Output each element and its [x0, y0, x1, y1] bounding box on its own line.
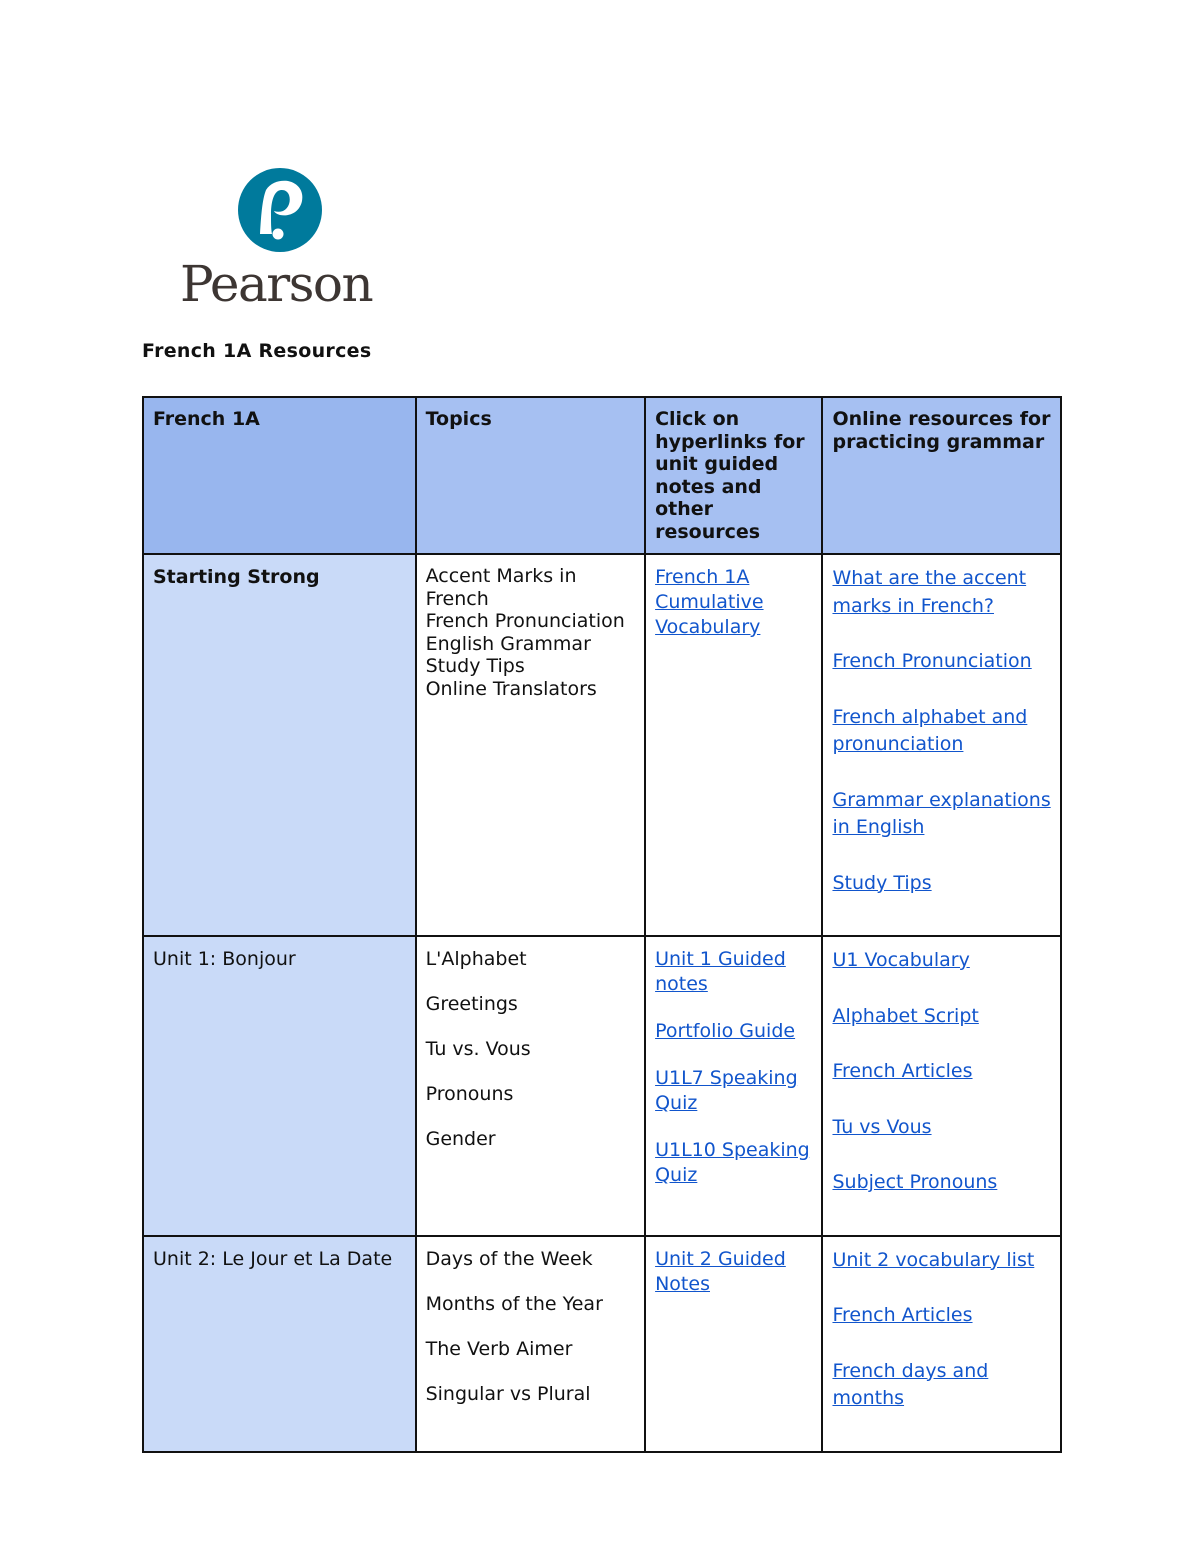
- unit2-guided-notes-link[interactable]: Unit 2 Guided Notes: [655, 1247, 786, 1295]
- pearson-logo: [180, 168, 380, 313]
- topic-item: L'Alphabet: [425, 948, 527, 970]
- table-row: [143, 1236, 1061, 1452]
- topic-item: Study Tips: [425, 655, 525, 677]
- u1l7-speaking-quiz-link[interactable]: U1L7 Speaking Quiz: [655, 1067, 798, 1114]
- days-and-months-link[interactable]: French days and months: [832, 1359, 989, 1409]
- header-topics: Topics: [416, 397, 646, 554]
- header-online-resources: Online resources for practicing grammar: [822, 397, 1061, 554]
- topic-item: Online Translators: [425, 677, 597, 700]
- topics-cell: [416, 554, 646, 936]
- pearson-wordmark: Pearson: [180, 255, 373, 313]
- topic-item: Gender: [425, 1128, 496, 1150]
- french-articles-link[interactable]: French Articles: [832, 1304, 973, 1326]
- tu-vs-vous-link[interactable]: Tu vs Vous: [832, 1115, 932, 1138]
- topic-item: Pronouns: [425, 1083, 514, 1105]
- online-resources-cell: [822, 936, 1061, 1236]
- topics-cell: [416, 936, 646, 1236]
- study-tips-link[interactable]: Study Tips: [832, 871, 932, 894]
- guides-cell: [645, 554, 822, 936]
- topic-item: French Pronunciation: [425, 610, 625, 632]
- subject-pronouns-link[interactable]: Subject Pronouns: [832, 1171, 998, 1193]
- alphabet-script-link[interactable]: Alphabet Script: [832, 1004, 979, 1027]
- topic-item: The Verb Aimer: [425, 1337, 573, 1360]
- table-row: [143, 936, 1061, 1236]
- topic-item: Accent Marks in French: [425, 565, 577, 610]
- french-pronunciation-link[interactable]: French Pronunciation: [832, 650, 1032, 672]
- header-unit-resources: Click on hyperlinks for unit guided notes and other resources: [645, 397, 822, 554]
- topics-cell: [416, 1236, 646, 1452]
- online-resources-cell: [822, 554, 1061, 936]
- grammar-explanations-link[interactable]: Grammar explanations in English: [832, 788, 1051, 838]
- topic-item: Singular vs Plural: [425, 1382, 591, 1405]
- u1-vocabulary-link[interactable]: U1 Vocabulary: [832, 949, 970, 971]
- alphabet-pronunciation-link[interactable]: French alphabet and pronunciation: [832, 705, 1028, 755]
- pearson-p-icon: [238, 168, 322, 252]
- topic-item: Months of the Year: [425, 1292, 603, 1315]
- portfolio-guide-link[interactable]: Portfolio Guide: [655, 1020, 796, 1042]
- unit1-guided-notes-link[interactable]: Unit 1 Guided notes: [655, 948, 786, 995]
- topic-item: Greetings: [425, 993, 518, 1015]
- topic-item: Days of the Week: [425, 1247, 593, 1270]
- guides-cell: [645, 936, 822, 1236]
- cumulative-vocabulary-link[interactable]: French 1A Cumulative Vocabulary: [655, 566, 764, 638]
- u1l10-speaking-quiz-link[interactable]: U1L10 Speaking Quiz: [655, 1139, 810, 1186]
- document-title: French 1A Resources: [142, 340, 372, 362]
- unit-name: Unit 2: Le Jour et La Date: [143, 1236, 416, 1452]
- guides-cell: [645, 1236, 822, 1452]
- topic-item: English Grammar: [425, 632, 591, 655]
- online-resources-cell: [822, 1236, 1061, 1452]
- resources-table: [142, 396, 1062, 1453]
- header-french-1a: French 1A: [143, 397, 416, 554]
- unit-name: Unit 1: Bonjour: [143, 936, 416, 1236]
- table-header-row: [143, 397, 1061, 554]
- unit-name: Starting Strong: [143, 554, 416, 936]
- topic-item: Tu vs. Vous: [425, 1038, 531, 1060]
- table-row: [143, 554, 1061, 936]
- accent-marks-link[interactable]: What are the accent marks in French?: [832, 567, 1027, 617]
- unit2-vocabulary-list-link[interactable]: Unit 2 vocabulary list: [832, 1248, 1035, 1271]
- french-articles-link[interactable]: French Articles: [832, 1060, 973, 1082]
